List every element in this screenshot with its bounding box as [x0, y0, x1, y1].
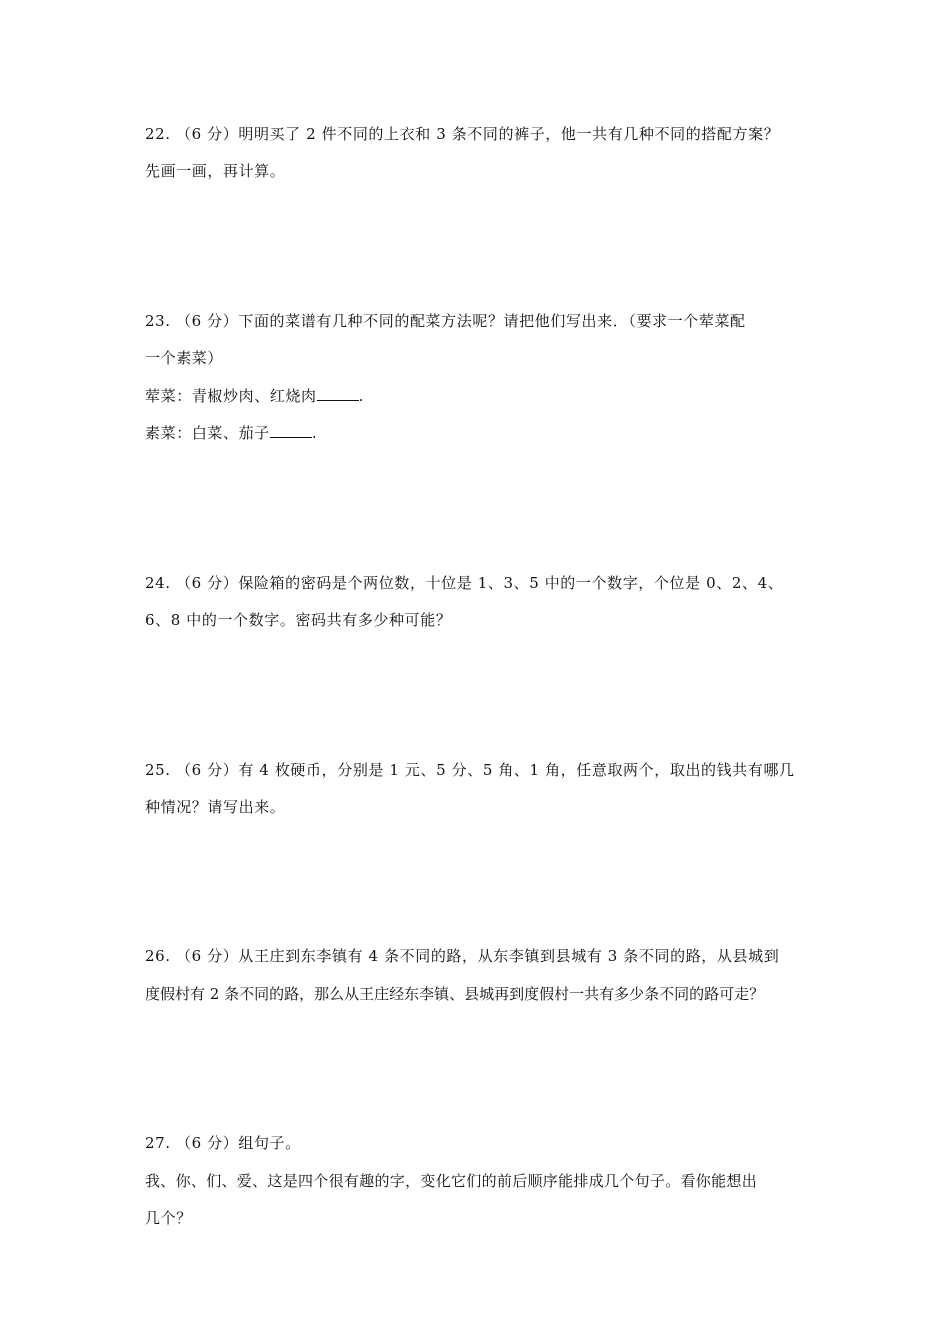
menu-meat-items: 青椒炒肉、红烧肉: [191, 387, 317, 405]
question-text: 我、你、们、爱、这是四个很有趣的字，变化它们的前后顺序能排成几个句子。看你能想出: [145, 1172, 758, 1190]
end-mark: .: [358, 387, 364, 405]
question-25-line-2: [145, 797, 285, 817]
question-22-line-1: [145, 124, 779, 144]
question-25-line-1: [145, 760, 795, 780]
question-score: （6 分）: [176, 947, 239, 965]
question-text: 明明买了 2 件不同的上衣和 3 条不同的裤子，他一共有几种不同的搭配方案？: [238, 125, 780, 143]
answer-blank[interactable]: [317, 386, 359, 401]
question-24-line-2: [145, 610, 451, 630]
question-text: 从王庄到东李镇有 4 条不同的路，从东李镇到县城有 3 条不同的路，从县城到: [238, 947, 780, 965]
question-text: 有 4 枚硬币，分别是 1 元、5 分、5 角、1 角，任意取两个，取出的钱共有哪几: [238, 761, 795, 779]
question-23-line-1: [145, 311, 746, 331]
question-score: （6 分）: [176, 761, 239, 779]
question-score: （6 分）: [176, 574, 239, 592]
question-number: 22.: [145, 125, 171, 143]
question-text: 保险箱的密码是个两位数，十位是 1、3、5 中的一个数字，个位是 0、2、4、: [238, 574, 784, 592]
question-number: 24.: [145, 574, 171, 592]
question-text: 6、8 中的一个数字。密码共有多少种可能？: [145, 611, 452, 629]
question-text: 一个素菜）: [145, 349, 224, 367]
question-27-line-1: [145, 1133, 301, 1153]
menu-meat-label: 荤菜：: [145, 387, 192, 405]
question-number: 23.: [145, 312, 171, 330]
question-number: 25.: [145, 761, 171, 779]
menu-veg-label: 素菜：: [145, 424, 192, 442]
question-score: （6 分）: [176, 312, 239, 330]
answer-blank[interactable]: [270, 423, 312, 438]
question-score: （6 分）: [176, 125, 239, 143]
question-text: 种情况？请写出来。: [145, 798, 286, 816]
question-26-line-2: [145, 984, 764, 1004]
question-26-line-1: [145, 946, 779, 966]
question-text: 组句子。: [238, 1134, 301, 1152]
question-number: 27.: [145, 1134, 171, 1152]
question-number: 26.: [145, 947, 171, 965]
menu-meat-line: [145, 386, 364, 406]
menu-veg-line: [145, 423, 317, 443]
end-mark: .: [311, 424, 318, 442]
question-text: 度假村有 2 条不同的路，那么从王庄经东李镇、县城再到度假村一共有多少条不同的路可走？: [145, 985, 765, 1003]
question-score: （6 分）: [176, 1134, 239, 1152]
question-24-line-1: [145, 573, 783, 593]
question-text: 几个？: [145, 1209, 192, 1227]
question-text: 下面的菜谱有几种不同的配菜方法呢？请把他们写出来．（要求一个荤菜配: [238, 312, 746, 330]
question-text: 先画一画，再计算。: [145, 162, 286, 180]
question-27-line-3: [145, 1208, 192, 1228]
question-23-line-2: [145, 348, 223, 368]
question-27-line-2: [145, 1171, 757, 1191]
question-22-line-2: [145, 161, 285, 181]
menu-veg-items: 白菜、茄子: [191, 424, 270, 442]
